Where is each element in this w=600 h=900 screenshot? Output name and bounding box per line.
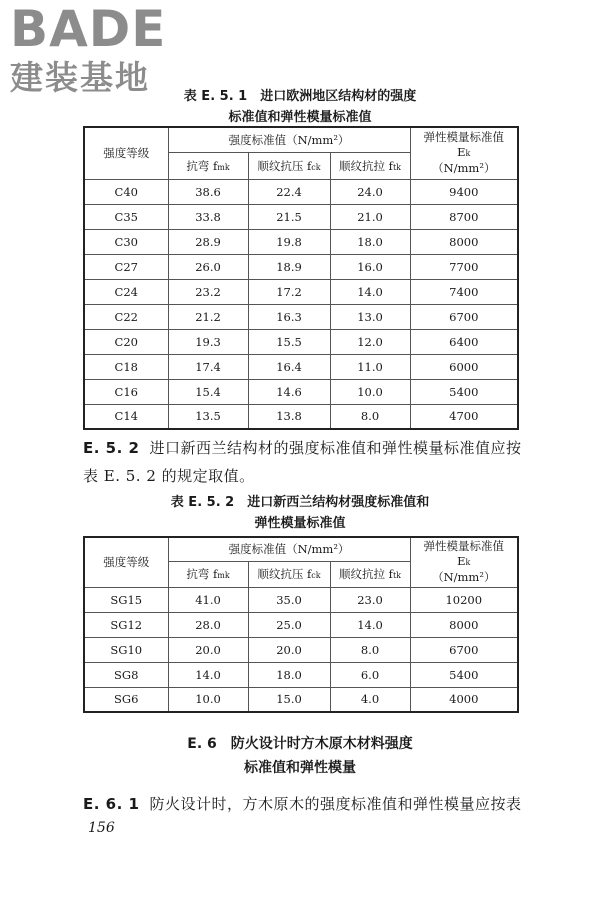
- table2-caption-line2: 弹性模量标准值: [254, 516, 346, 531]
- table1-caption: [0, 86, 600, 128]
- section-title1: 防火设计时方木原木材料强度: [230, 736, 413, 752]
- cell-fc: 15.0: [248, 687, 330, 712]
- table2-header-compression: [248, 561, 330, 587]
- table1-body: [84, 179, 518, 429]
- cell-e: 6700: [410, 637, 518, 662]
- cell-fm: 19.3: [168, 329, 248, 354]
- section-number: E. 6: [187, 736, 217, 752]
- cell-e: 6400: [410, 329, 518, 354]
- table1-caption-line2: 标准值和弹性模量标准值: [228, 110, 372, 125]
- table1-header-modulus: [410, 127, 518, 179]
- cell-fm: 33.8: [168, 204, 248, 229]
- logo-subtitle: 建装基地: [10, 58, 150, 97]
- table2-body: [84, 587, 518, 712]
- table-row: [84, 279, 518, 304]
- cell-fm: 13.5: [168, 404, 248, 429]
- table2: [83, 536, 519, 713]
- cell-fc: 14.6: [248, 379, 330, 404]
- cell-e: 10200: [410, 587, 518, 612]
- table-row: [84, 662, 518, 687]
- cell-grade: C20: [84, 329, 168, 354]
- table2-caption-line1: 表 E. 5. 2 进口新西兰结构材强度标准值和: [170, 495, 430, 510]
- cell-ft: 14.0: [330, 612, 410, 637]
- cell-fc: 25.0: [248, 612, 330, 637]
- table-row: [84, 404, 518, 429]
- cell-fm: 28.9: [168, 229, 248, 254]
- cell-ft: 13.0: [330, 304, 410, 329]
- cell-grade: C35: [84, 204, 168, 229]
- table2-header-grade: 强度等级: [84, 537, 168, 587]
- cell-grade: SG15: [84, 587, 168, 612]
- table1-header-compression: [248, 152, 330, 179]
- cell-grade: C27: [84, 254, 168, 279]
- paragraph-e61-number: E. 6. 1: [83, 795, 140, 813]
- table1-modulus-label: 弹性模量标准值: [423, 130, 505, 145]
- cell-fc: 13.8: [248, 404, 330, 429]
- table-row: [84, 204, 518, 229]
- table-row: [84, 329, 518, 354]
- cell-fc: 16.3: [248, 304, 330, 329]
- table2-header-modulus: [410, 537, 518, 587]
- cell-fc: 18.9: [248, 254, 330, 279]
- table1-header-bending: [168, 152, 248, 179]
- cell-ft: 11.0: [330, 354, 410, 379]
- paragraph-e61: [83, 790, 523, 818]
- table-row: [84, 687, 518, 712]
- cell-e: 6000: [410, 354, 518, 379]
- cell-fc: 20.0: [248, 637, 330, 662]
- table1-bending-sub: mk: [217, 162, 230, 172]
- cell-ft: 8.0: [330, 637, 410, 662]
- paragraph-e52-number: E. 5. 2: [83, 439, 140, 457]
- cell-ft: 16.0: [330, 254, 410, 279]
- table2-compression-label: 顺纹抗压 f: [257, 567, 312, 581]
- table-row: [84, 637, 518, 662]
- cell-e: 6700: [410, 304, 518, 329]
- cell-fm: 28.0: [168, 612, 248, 637]
- cell-fc: 19.8: [248, 229, 330, 254]
- table2-header-strength: 强度标准值（N/mm²）: [168, 537, 410, 561]
- section-title2: 标准值和弹性模量: [244, 760, 356, 776]
- cell-fm: 38.6: [168, 179, 248, 204]
- cell-e: 4000: [410, 687, 518, 712]
- table1-tension-label: 顺纹抗拉 f: [339, 158, 393, 173]
- table2-modulus-unit: （N/mm²）: [432, 570, 496, 585]
- table2-modulus-sub: k: [465, 558, 471, 568]
- cell-ft: 18.0: [330, 229, 410, 254]
- cell-e: 7400: [410, 279, 518, 304]
- cell-fm: 15.4: [168, 379, 248, 404]
- cell-e: 5400: [410, 379, 518, 404]
- cell-fm: 21.2: [168, 304, 248, 329]
- cell-e: 8000: [410, 229, 518, 254]
- cell-e: 4700: [410, 404, 518, 429]
- cell-ft: 6.0: [330, 662, 410, 687]
- cell-fm: 41.0: [168, 587, 248, 612]
- table-row: [84, 379, 518, 404]
- paragraph-e52: [83, 434, 523, 490]
- table-row: [84, 354, 518, 379]
- cell-ft: 24.0: [330, 179, 410, 204]
- table-row: [84, 229, 518, 254]
- table1-header-strength: 强度标准值（N/mm²）: [168, 127, 410, 152]
- cell-fm: 20.0: [168, 637, 248, 662]
- cell-e: 8000: [410, 612, 518, 637]
- cell-fm: 23.2: [168, 279, 248, 304]
- cell-ft: 23.0: [330, 587, 410, 612]
- cell-grade: C24: [84, 279, 168, 304]
- section-heading-line1: [0, 732, 600, 756]
- table1-modulus-unit: （N/mm²）: [432, 161, 496, 176]
- table2-caption: [0, 492, 600, 534]
- table1-modulus-sub: k: [465, 149, 471, 159]
- table1-compression-sub: ck: [311, 162, 321, 172]
- cell-fm: 14.0: [168, 662, 248, 687]
- table-row: [84, 612, 518, 637]
- table1: [83, 126, 519, 430]
- table1-tension-sub: tk: [392, 162, 401, 172]
- cell-fc: 35.0: [248, 587, 330, 612]
- table1-bending-label: 抗弯 f: [186, 158, 218, 173]
- table2-modulus-e: E: [457, 554, 466, 569]
- table2-header-tension: [330, 561, 410, 587]
- table-row: [84, 304, 518, 329]
- table1-compression-label: 顺纹抗压 f: [257, 158, 312, 173]
- paragraph-e61-text1: 防火设计时，方木原木的强度标准值和弹性模量应按表: [149, 795, 522, 813]
- table2-compression-sub: ck: [311, 571, 321, 580]
- cell-grade: SG10: [84, 637, 168, 662]
- table2-tension-sub: tk: [392, 571, 401, 580]
- table2-modulus-label: 弹性模量标准值: [423, 539, 505, 554]
- cell-grade: SG8: [84, 662, 168, 687]
- table2-bending-sub: mk: [217, 571, 230, 580]
- table1-header-grade: 强度等级: [84, 127, 168, 179]
- cell-fc: 21.5: [248, 204, 330, 229]
- table1-caption-line1: 表 E. 5. 1 进口欧洲地区结构材的强度: [183, 89, 417, 104]
- cell-ft: 4.0: [330, 687, 410, 712]
- table2-modulus-symbol: [411, 554, 518, 570]
- cell-ft: 10.0: [330, 379, 410, 404]
- cell-grade: C30: [84, 229, 168, 254]
- table1-modulus-e: E: [457, 145, 466, 160]
- table1-header-tension: [330, 152, 410, 179]
- table-row: [84, 179, 518, 204]
- section-heading-e6: [0, 732, 600, 780]
- cell-fc: 17.2: [248, 279, 330, 304]
- table-row: [84, 254, 518, 279]
- cell-ft: 14.0: [330, 279, 410, 304]
- paragraph-e52-text1: 进口新西兰结构材的强度标准值和弹性模量标准值应按: [149, 439, 522, 457]
- cell-grade: SG12: [84, 612, 168, 637]
- logo-brand: BADE: [10, 0, 167, 58]
- cell-fc: 18.0: [248, 662, 330, 687]
- cell-fm: 26.0: [168, 254, 248, 279]
- table2-bending-label: 抗弯 f: [186, 567, 218, 581]
- cell-grade: C14: [84, 404, 168, 429]
- cell-grade: C16: [84, 379, 168, 404]
- page-number: 156: [88, 820, 115, 836]
- cell-grade: C18: [84, 354, 168, 379]
- cell-fc: 22.4: [248, 179, 330, 204]
- cell-fc: 16.4: [248, 354, 330, 379]
- cell-ft: 8.0: [330, 404, 410, 429]
- cell-fc: 15.5: [248, 329, 330, 354]
- paragraph-e61-line1: [83, 790, 523, 818]
- paragraph-e52-line1: [83, 434, 523, 462]
- cell-e: 8700: [410, 204, 518, 229]
- paragraph-e52-line2: 表 E. 5. 2 的规定取值。: [83, 467, 255, 485]
- cell-ft: 21.0: [330, 204, 410, 229]
- cell-fm: 17.4: [168, 354, 248, 379]
- table2-header-bending: [168, 561, 248, 587]
- cell-grade: C40: [84, 179, 168, 204]
- cell-fm: 10.0: [168, 687, 248, 712]
- table-row: [84, 587, 518, 612]
- cell-ft: 12.0: [330, 329, 410, 354]
- cell-e: 5400: [410, 662, 518, 687]
- cell-grade: SG6: [84, 687, 168, 712]
- cell-e: 9400: [410, 179, 518, 204]
- cell-e: 7700: [410, 254, 518, 279]
- table1-modulus-symbol: [411, 145, 518, 161]
- cell-grade: C22: [84, 304, 168, 329]
- table2-tension-label: 顺纹抗拉 f: [339, 567, 393, 581]
